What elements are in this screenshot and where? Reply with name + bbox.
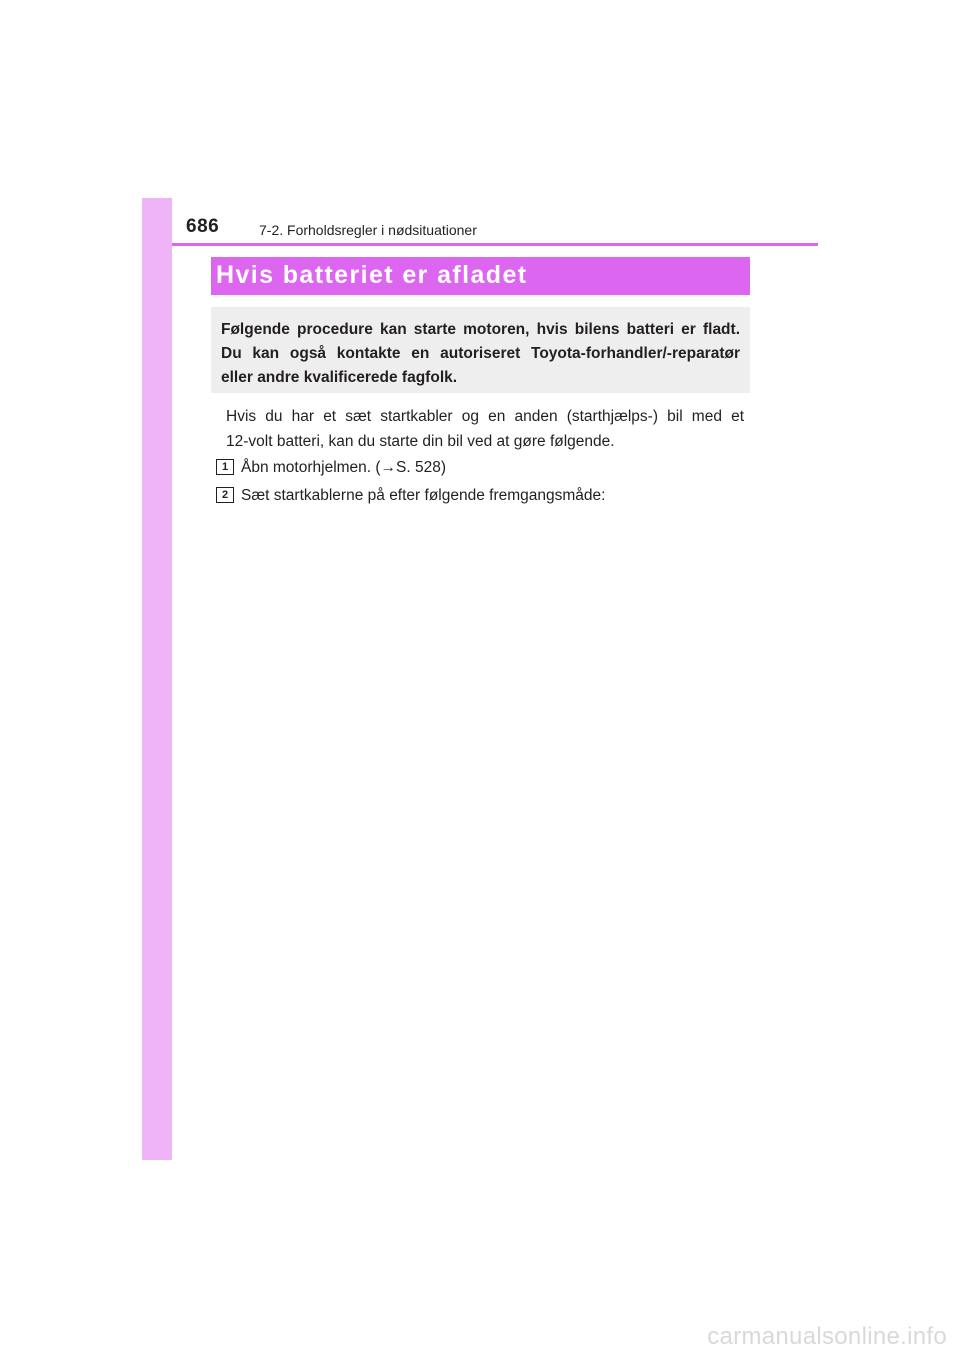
body-paragraph — [226, 404, 744, 454]
header-divider — [172, 243, 818, 246]
step-number-badge: 1 — [216, 459, 234, 475]
step-number-badge: 2 — [216, 487, 234, 503]
chapter-side-tab — [142, 198, 172, 1160]
step-text: Sæt startkablerne på efter følgende fremgangsmåde: — [241, 487, 606, 504]
page-title: Hvis batteriet er afladet — [216, 261, 528, 289]
intro-line-2: Du kan også kontakte en autoriseret Toyota-forhandler/-reparatør — [221, 345, 740, 362]
intro-line-3: eller andre kvalificerede fagfolk. — [221, 369, 458, 386]
step-text: Åbn motorhjelmen. (→S. 528) — [241, 459, 447, 476]
page-number: 686 — [186, 216, 220, 237]
step-2 — [216, 487, 605, 505]
body-line-1: Hvis du har et sæt startkabler og en anden (starthjælps-) bil med et — [226, 408, 744, 425]
step-1 — [216, 459, 446, 477]
watermark: carmanualsonline.info — [707, 1323, 947, 1350]
section-label: 7-2. Forholdsregler i nødsituationer — [259, 222, 477, 238]
intro-line-1: Følgende procedure kan starte motoren, hvis bilens batteri er fladt. — [221, 321, 740, 338]
body-line-2: 12-volt batteri, kan du starte din bil ved at gøre følgende. — [226, 433, 615, 450]
title-bar — [211, 257, 750, 295]
intro-box — [211, 307, 750, 393]
